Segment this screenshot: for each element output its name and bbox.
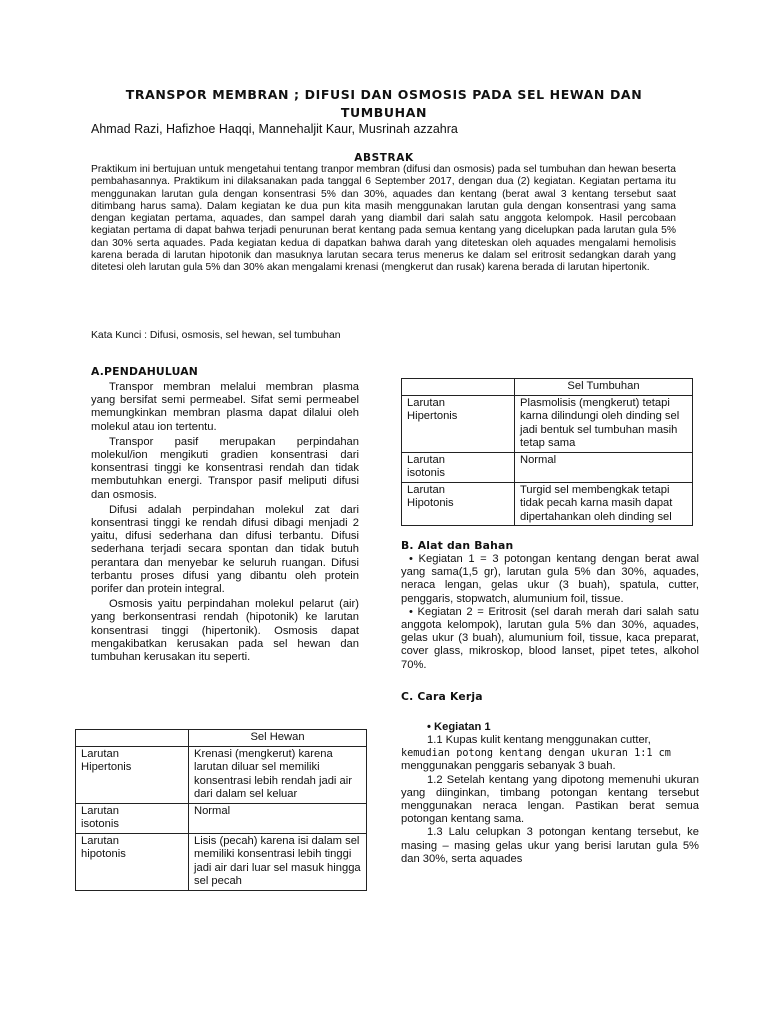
table-row <box>76 803 367 833</box>
row-label-cell <box>76 746 189 803</box>
row-label-line: Larutan <box>407 396 445 409</box>
material-list-item: • Kegiatan 2 = Eritrosit (sel darah merah dari salah satu anggota kelompok), larutan gula 5% dan 30%, aquades, gelas ukur (3 buah), alumunium foil, tissue, kaca preparat, cover glass, mikroskop, blood lanset, pipet tetes, alkohol 70%. <box>401 605 699 671</box>
title-line-1: TRANSPOR MEMBRAN ; DIFUSI DAN OSMOSIS PADA SEL HEWAN DAN <box>125 87 643 102</box>
procedure-step: 1.2 Setelah kentang yang dipotong memenuhi ukuran yang diinginkan, timbang potongan kentang tersebut menggunakan neraca lengan. Pastikan berat semua potongan kentang sama. <box>401 773 699 826</box>
table-header-row <box>402 379 693 396</box>
table-header-cell: Sel Tumbuhan <box>515 379 693 396</box>
paragraph: Transpor membran melalui membran plasma yang bersifat semi permeabel. Sifat semi permeabel memungkinkan membran plasma dapat dilalui oleh molekul atau ion tertentu. <box>91 381 359 433</box>
row-label-cell <box>76 833 189 890</box>
row-label-line: Larutan <box>407 453 445 466</box>
row-label-cell <box>76 803 189 833</box>
section-heading-pendahuluan: A.PENDAHULUAN <box>91 365 199 378</box>
procedure-step: 1.3 Lalu celupkan 3 potongan kentang tersebut, ke masing – masing gelas ukur yang berisi larutan gula 5% dan 30%, serta aquades <box>401 826 699 865</box>
procedure-step-mono: kemudian potong kentang dengan ukuran 1:1 cm <box>401 748 671 760</box>
row-value-cell: Plasmolisis (mengkerut) tetapi karna dilindungi oleh dinding sel jadi bentuk sel tumbuhan masih tetap sama <box>515 395 693 452</box>
table-corner-cell <box>402 379 515 396</box>
table-row <box>402 395 693 452</box>
section-heading-cara-kerja: C. Cara Kerja <box>401 689 483 703</box>
paragraph: Difusi adalah perpindahan molekul zat dari konsentrasi tinggi ke rendah difusi dibagi menjadi 2 yaitu, difusi sederhana dan difusi terbantu. Difusi sederhana terjadi secara spontan dan tidak butuh perantara dan menyebar ke seluruh ruangan. Difusi terbantu proses difusi yang dibantu oleh protein porifer dan protein integral. <box>91 503 359 596</box>
abstract-text: Praktikum ini bertujuan untuk mengetahui tentang tranpor membran (difusi dan osmosis) pada sel tumbuhan dan hewan beserta pembahasannya. Praktikum ini dilaksanakan pada tanggal 6 September 2017, dengan dua (2) kegiatan. Kegiatan pertama itu menggunakan larutan gula dengan konsentrasi 5% dan 30%, aquades dan kentang (berat awal 3 kentang tersebut saat ditimbang harus sama). Dalam kegiatan ke dua pun kita masih menggunakan larutan gula dengan konsentrasi yang sama dengan kegiatan pertama, aquades, dan sampel darah yang diambil dari salah satu anggota kelompok. Hasil percobaan kegiatan pertama di dapat bahwa terjadi penurunan berat kentang pada semua kentang yang dicelupkan pada larutan gula 5% dan 30% serta aquades. Pada kegiatan kedua di dapatkan bahwa darah yang diteteskan oleh aquades mengalami hemolisis karena berada di larutan hipotonik dan masuknya larutan secara terus menerus ke dalam sel eritrosit sedangkan darah yang ditetesi oleh larutan gula 5% dan 30% akan mengalami krenasi (mengkerut dan rusak) karena berada di larutan hipertonik. <box>91 164 676 274</box>
title-line-2: TUMBUHAN <box>340 105 428 120</box>
table-header-cell: Sel Hewan <box>189 730 367 747</box>
table-row <box>76 746 367 803</box>
keywords: Kata Kunci : Difusi, osmosis, sel hewan, sel tumbuhan <box>91 330 341 341</box>
row-label-line: Hipertonis <box>81 761 132 773</box>
row-label-line: Larutan <box>81 747 119 760</box>
paragraph: Osmosis yaitu perpindahan molekul pelarut (air) yang berkonsentrasi rendah (hipotonik) ke larutan konsentrasi tinggi (hipertonik). Osmosis dapat mengakibatkan kerusakan pada sel hewan dan tumbuhan kerusakan itu seperti. <box>91 598 359 664</box>
procedure-step: menggunakan penggaris sebanyak 3 buah. <box>401 760 616 773</box>
procedure-step: 1.1 Kupas kulit kentang menggunakan cutter, <box>427 734 651 747</box>
section-heading-alat-bahan: B. Alat dan Bahan <box>401 539 514 552</box>
paragraph: Transpor pasif merupakan perpindahan molekul/ion mengikuti gradien konsentrasi dari konsentrasi tinggi ke konsentrasi rendah dan tidak membutuhkan energi. Transpor pasif meliputi difusi dan osmosis. <box>91 435 359 501</box>
activity-label: • Kegiatan 1 <box>427 720 491 733</box>
animal-cell-table <box>75 729 367 891</box>
row-label-line: hipotonis <box>81 848 126 860</box>
author-list: Ahmad Razi, Hafizhoe Haqqi, Mannehaljit Kaur, Musrinah azzahra <box>91 122 458 136</box>
row-label-line: isotonis <box>81 818 119 830</box>
row-value-cell: Turgid sel membengkak tetapi tidak pecah karna masih dapat dipertahankan oleh dinding sel <box>515 482 693 526</box>
row-label-cell <box>402 395 515 452</box>
material-list-item: • Kegiatan 1 = 3 potongan kentang dengan berat awal yang sama(1,5 gr), larutan gula 5% dan 30%, aquades, neraca lengan, gelas ukur (3 buah), spatula, cutter, penggaris, stopwatch, alumunium foil, tissue. <box>401 553 699 605</box>
row-label-line: Hipotonis <box>407 497 454 509</box>
table-row <box>76 833 367 890</box>
row-value-cell: Lisis (pecah) karena isi dalam sel memiliki konsentrasi lebih tinggi jadi air dari luar sel masuk hingga sel pecah <box>189 833 367 890</box>
row-label-line: isotonis <box>407 467 445 479</box>
row-label-line: Larutan <box>81 834 119 847</box>
table-header-row <box>76 730 367 747</box>
row-value-cell: Normal <box>189 803 367 833</box>
table-row <box>402 452 693 482</box>
row-label-line: Hipertonis <box>407 410 458 422</box>
right-column <box>401 378 699 866</box>
row-label-line: Larutan <box>407 483 445 496</box>
row-label-cell <box>402 482 515 526</box>
paper-title <box>110 86 658 122</box>
row-label-line: Larutan <box>81 804 119 817</box>
row-value-cell: Normal <box>515 452 693 482</box>
row-value-cell: Krenasi (mengkerut) karena larutan diluar sel memiliki konsentrasi lebih rendah jadi air dari dalam sel keluar <box>189 746 367 803</box>
table-row <box>402 482 693 526</box>
abstract-heading: ABSTRAK <box>354 152 414 164</box>
table-corner-cell <box>76 730 189 747</box>
plant-cell-table <box>401 378 693 526</box>
row-label-cell <box>402 452 515 482</box>
left-column <box>91 365 359 664</box>
